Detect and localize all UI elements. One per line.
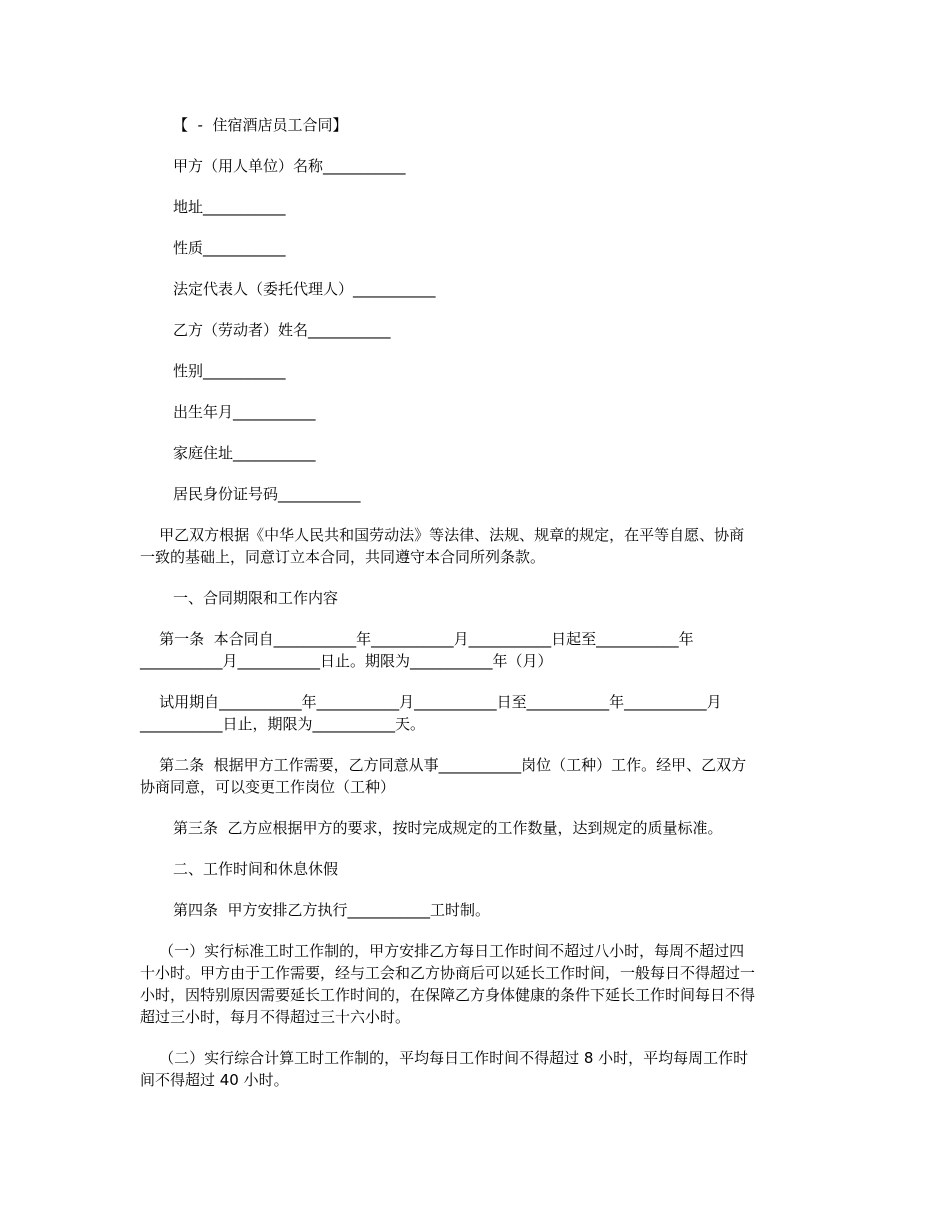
clause-1-line-2: 十小时。甲方由于工作需要，经与工会和乙方协商后可以延长工作时间，一般每日不得超过一 — [140, 964, 756, 982]
article-2-line-2: 协商同意，可以变更工作岗位（工种） — [140, 778, 396, 796]
probation-line-2: ___________日止，期限为___________天。 — [140, 715, 426, 733]
clause-1-line-1: （一）实行标准工时工作制的，甲方安排乙方每日工作时间不超过八小时，每周不超过四 — [140, 942, 745, 960]
field-employer-name: 甲方（用人单位）名称___________ — [173, 157, 406, 175]
field-nature: 性质___________ — [173, 239, 286, 257]
field-home-address: 家庭住址___________ — [173, 444, 316, 462]
clause-1-line-4: 超过三小时，每月不得超过三十六小时。 — [140, 1008, 411, 1026]
clause-2-line-1: （二）实行综合计算工时工作制的，平均每日工作时间不得超过 8 小时，平均每周工作时 — [140, 1049, 749, 1067]
article-1-line-2: ___________月___________日止。期限为___________年（月） — [140, 652, 553, 670]
field-address: 地址___________ — [173, 198, 286, 216]
field-id-number: 居民身份证号码___________ — [173, 485, 361, 503]
section-1-heading: 一、合同期限和工作内容 — [173, 589, 339, 607]
field-gender: 性别___________ — [173, 362, 286, 380]
article-3: 第三条 乙方应根据甲方的要求，按时完成规定的工作数量，达到规定的质量标准。 — [173, 819, 723, 837]
intro-line-1: 甲乙双方根据《中华人民共和国劳动法》等法律、法规、规章的规定，在平等自愿、协商 — [140, 526, 745, 544]
section-2-heading: 二、工作时间和休息休假 — [173, 860, 339, 878]
document-title: 【 - 住宿酒店员工合同】 — [173, 116, 348, 134]
article-4: 第四条 甲方安排乙方执行___________工时制。 — [173, 901, 491, 919]
field-employee-name: 乙方（劳动者）姓名___________ — [173, 321, 391, 339]
clause-2-line-2: 间不得超过 40 小时。 — [140, 1071, 289, 1089]
field-legal-representative: 法定代表人（委托代理人）___________ — [173, 280, 436, 298]
intro-line-2: 一致的基础上，同意订立本合同，共同遵守本合同所列条款。 — [140, 548, 546, 566]
article-2-line-1: 第二条 根据甲方工作需要，乙方同意从事___________岗位（工种）工作。经甲、乙双方 — [140, 756, 747, 774]
probation-line-1: 试用期自___________年___________月___________日至___________年___________月 — [140, 693, 722, 711]
clause-1-line-3: 小时，因特别原因需要延长工作时间的，在保障乙方身体健康的条件下延长工作时间每日不得 — [140, 986, 756, 1004]
field-birth-date: 出生年月___________ — [173, 403, 316, 421]
article-1-line-1: 第一条 本合同自___________年___________月___________日起至___________年 — [140, 630, 694, 648]
